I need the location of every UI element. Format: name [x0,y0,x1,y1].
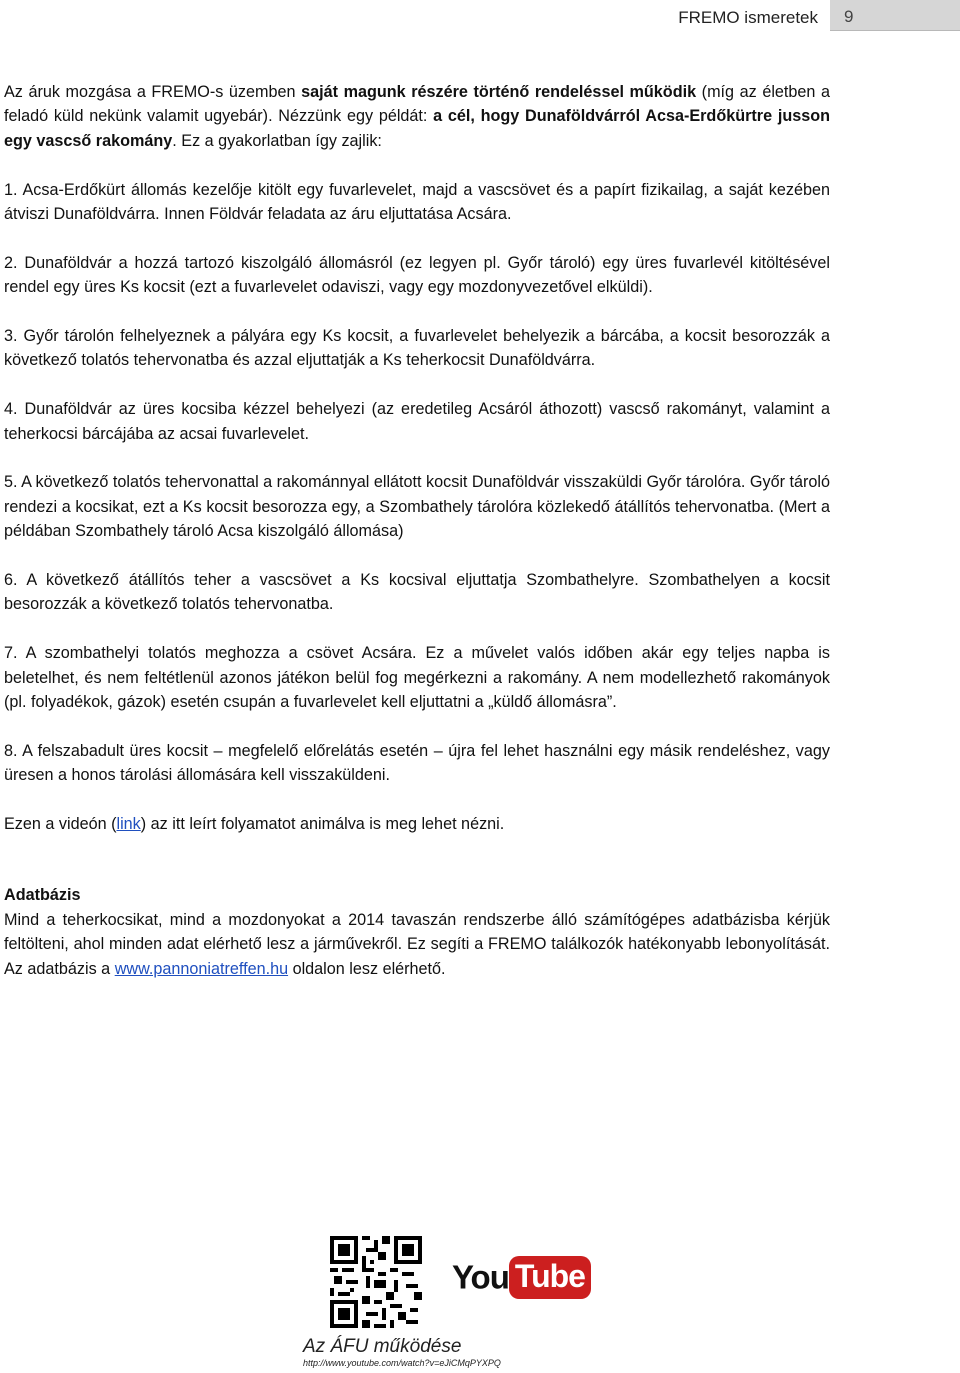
body-text [4,80,830,981]
video-text: Ezen a videón ( [4,815,117,834]
intro-paragraph [4,80,830,153]
video-caption-title: Az ÁFU működése [303,1336,462,1357]
step-6: 6. A következő átállítós teher a vascsövet a Ks kocsival eljuttatja Szombathelyre. Szombathelyen a kocsit besorozzák a következő tolatós tehervonatba. [4,571,830,614]
database-text: oldalon lesz elérhető. [288,959,446,978]
intro-text: (míg az életben a feladó küld nekünk valamit ugyebár). Nézzünk egy példát: [4,83,831,126]
qr-code [330,1236,422,1328]
video-paragraph [4,812,830,836]
database-heading: Adatbázis [4,886,81,905]
step-1: 1. Acsa-Erdőkürt állomás kezelője kitölt egy fuvarlevelet, majd a vascsövet és a papírt fizikailag, a saját kezében átviszi Dunaföldvárra. Innen Földvár feladata az áru eljuttatása Acsára. [4,180,830,224]
database-section [4,883,830,981]
intro-bold-2: a cél, hogy Dunaföldvárról Acsa-Erdőkürtre jusson egy vascső rakomány [4,107,830,150]
step-4: 4. Dunaföldvár az üres kocsiba kézzel behelyezi (az eredetileg Acsáról áthozott) vascső rakományt, valamint a teherkocsi bárcájába az acsai fuvarlevelet. [4,400,830,443]
step-5: 5. A következő tolatós tehervonattal a rakománnyal ellátott kocsit Dunaföldvár visszaküldi Győr tárolóra. Győr tároló rendezi a kocsikat, ezt a Ks kocsit besorozza egy, a Szombathely tárolóra közlekedő átállítós tehervonatba. (Mert a példában Szombathely tároló Acsa kiszolgáló állomása) [4,473,830,541]
header-title: FREMO ismeretek [678,8,818,27]
qr-code-icon [330,1236,422,1328]
youtube-logo-tube: Tube [509,1256,591,1299]
intro-text: . Ez a gyakorlatban így zajlik: [172,131,382,150]
youtube-logo [452,1256,591,1299]
video-text: ) az itt leírt folyamatot animálva is meg lehet nézni. [140,815,505,834]
step-3: 3. Győr tárolón felhelyeznek a pályára egy Ks kocsit, a fuvarlevelet behelyezik a bárcába, a kocsit besorozzák a következő tolatós tehervonatba és azzal eljuttatják a Ks teherkocsit Dunaföldvárra. [4,327,830,370]
step-8: 8. A felszabadult üres kocsit – megfelelő előrelátás esetén – újra fel lehet használni egy másik rendeléshez, vagy üresen a honos tárolási állomására kell visszaküldeni. [4,741,830,785]
youtube-logo-you: You [452,1258,509,1296]
database-link[interactable]: www.pannoniatreffen.hu [114,959,289,978]
database-paragraph [4,908,830,981]
video-link[interactable]: link [116,815,141,834]
step-7: 7. A szombathelyi tolatós meghozza a csövet Acsára. Ez a művelet valós időben akár egy teljes napba is beletelhet, és nem feltétlenül azonos játékon belül fog megérkezni a rakomány. A nem modellezhető rakományok (pl. folyadékok, gázok) esetén csupán a fuvarlevelet kell eljuttatni a „küldő állomásra”. [4,644,830,712]
page-number: 9 [844,7,854,26]
database-text: Mind a teherkocsikat, mind a mozdonyokat a 2014 tavaszán rendszerbe álló számítógépes adatbázisba kérjük feltölteni, ahol minden adat elérhető lesz a járművekről. Ez segíti a FREMO találkozók hatékonyabb lebonyolítását. Az adatbázis a [4,910,830,978]
step-2: 2. Dunaföldvár a hozzá tartozó kiszolgáló állomásról (ez legyen pl. Győr tároló) egy üres fuvarlevél kitöltésével rendel egy üres Ks kocsit (ezt a fuvarlevelet odaviszi, vagy egy mozdonyvezetővel elküldi). [4,253,830,297]
video-caption-url: http://www.youtube.com/watch?v=eJiCMqPYXPQ [303,1358,501,1368]
page-number-box [830,0,960,31]
intro-text: Az áruk mozgása a FREMO-s üzemben [4,83,302,101]
intro-bold-1: saját magunk részére történő rendeléssel működik [301,83,697,101]
page-header [0,0,960,34]
